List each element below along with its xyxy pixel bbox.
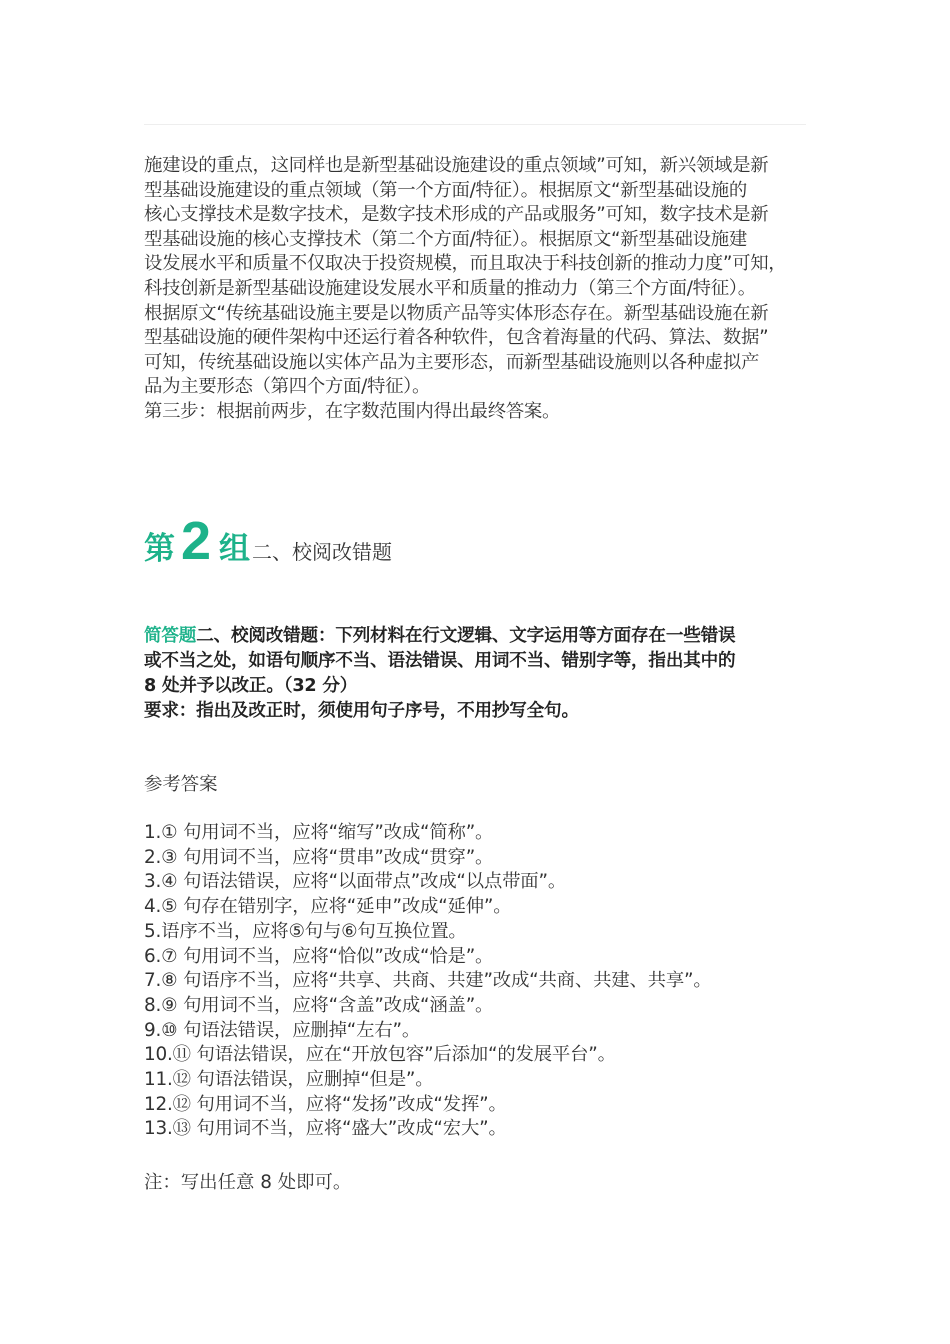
question-prompt bbox=[144, 624, 810, 724]
question-type-label: 简答题 bbox=[144, 626, 197, 646]
explanation-line: 可知，传统基础设施以实体产品为主要形态，而新型基础设施则以各种虚拟产 bbox=[144, 351, 760, 373]
group-heading bbox=[144, 510, 392, 580]
answer-heading: 参考答案 bbox=[144, 774, 218, 795]
explanation-step-three: 第三步：根据前两步，在字数范围内得出最终答案。 bbox=[144, 400, 561, 422]
explanation-line: 型基础设施的硬件架构中还运行着各种软件，包含着海量的代码、算法、数据” bbox=[144, 327, 769, 349]
group-number: 2 bbox=[181, 511, 212, 571]
answer-item: 2.③ 句用词不当，应将“贯串”改成“贯穿”。 bbox=[144, 846, 494, 868]
answer-item: 6.⑦ 句用词不当，应将“恰似”改成“恰是”。 bbox=[144, 945, 494, 967]
answer-item: 9.⑩ 句语法错误，应删掉“左右”。 bbox=[144, 1019, 421, 1041]
explanation-line: 设发展水平和质量不仅取决于投资规模，而且取决于科技创新的推动力度”可知， bbox=[144, 253, 787, 275]
explanation-paragraph bbox=[144, 154, 812, 425]
answer-note: 注：写出任意 8 处即可。 bbox=[144, 1172, 352, 1193]
question-line: 或不当之处，如语句顺序不当、语法错误、用词不当、错别字等，指出其中的 bbox=[144, 651, 736, 671]
explanation-line: 施建设的重点，这同样也是新型基础设施建设的重点领域”可知，新兴领域是新 bbox=[144, 155, 769, 176]
answer-item: 7.⑧ 句语序不当，应将“共享、共商、共建”改成“共商、共建、共享”。 bbox=[144, 970, 712, 992]
answer-item: 11.⑫ 句语法错误，应删掉“但是”。 bbox=[144, 1069, 434, 1091]
answer-item: 13.⑬ 句用词不当，应将“盛大”改成“宏大”。 bbox=[144, 1118, 507, 1140]
answer-item: 12.⑫ 句用词不当，应将“发扬”改成“发挥”。 bbox=[144, 1093, 507, 1115]
group-title: 二、校阅改错题 bbox=[252, 540, 393, 564]
question-line bbox=[144, 624, 810, 649]
answer-item: 1.① 句用词不当，应将“缩写”改成“简称”。 bbox=[144, 822, 494, 843]
answer-item: 5.语序不当，应将⑤句与⑥句互换位置。 bbox=[144, 920, 467, 942]
question-text: 二、校阅改错题：下列材料在行文逻辑、文字运用等方面存在一些错误 bbox=[196, 626, 736, 646]
explanation-line: 核心支撑技术是数字技术，是数字技术形成的产品或服务”可知，数字技术是新 bbox=[144, 204, 769, 226]
explanation-line: 品为主要形态（第四个方面/特征）。 bbox=[144, 376, 431, 398]
answer-list bbox=[144, 821, 804, 1142]
answer-item: 10.⑪ 句语法错误，应在“开放包容”后添加“的发展平台”。 bbox=[144, 1044, 616, 1066]
question-requirement: 要求：指出及改正时，须使用句子序号，不用抄写全句。 bbox=[144, 701, 579, 721]
explanation-line: 科技创新是新型基础设施建设发展水平和质量的推动力（第三个方面/特征）。 bbox=[144, 277, 756, 299]
answer-item: 4.⑤ 句存在错别字，应将“延申”改成“延伸”。 bbox=[144, 896, 512, 918]
group-prefix: 第 bbox=[144, 531, 175, 567]
explanation-line: 型基础设施建设的重点领域（第一个方面/特征）。根据原文“新型基础设施的 bbox=[144, 179, 747, 201]
answer-item: 8.⑨ 句用词不当，应将“含盖”改成“涵盖”。 bbox=[144, 994, 494, 1016]
answer-item: 3.④ 句语法错误，应将“以面带点”改成“以点带面”。 bbox=[144, 871, 567, 893]
top-divider bbox=[144, 124, 806, 125]
explanation-line: 型基础设施的核心支撑技术（第二个方面/特征）。根据原文“新型基础设施建 bbox=[144, 228, 747, 250]
question-line: 8 处并予以改正。（32 分） bbox=[144, 676, 358, 696]
group-suffix: 组 bbox=[219, 531, 251, 567]
explanation-line: 根据原文“传统基础设施主要是以物质产品等实体形态存在。新型基础设施在新 bbox=[144, 302, 769, 324]
